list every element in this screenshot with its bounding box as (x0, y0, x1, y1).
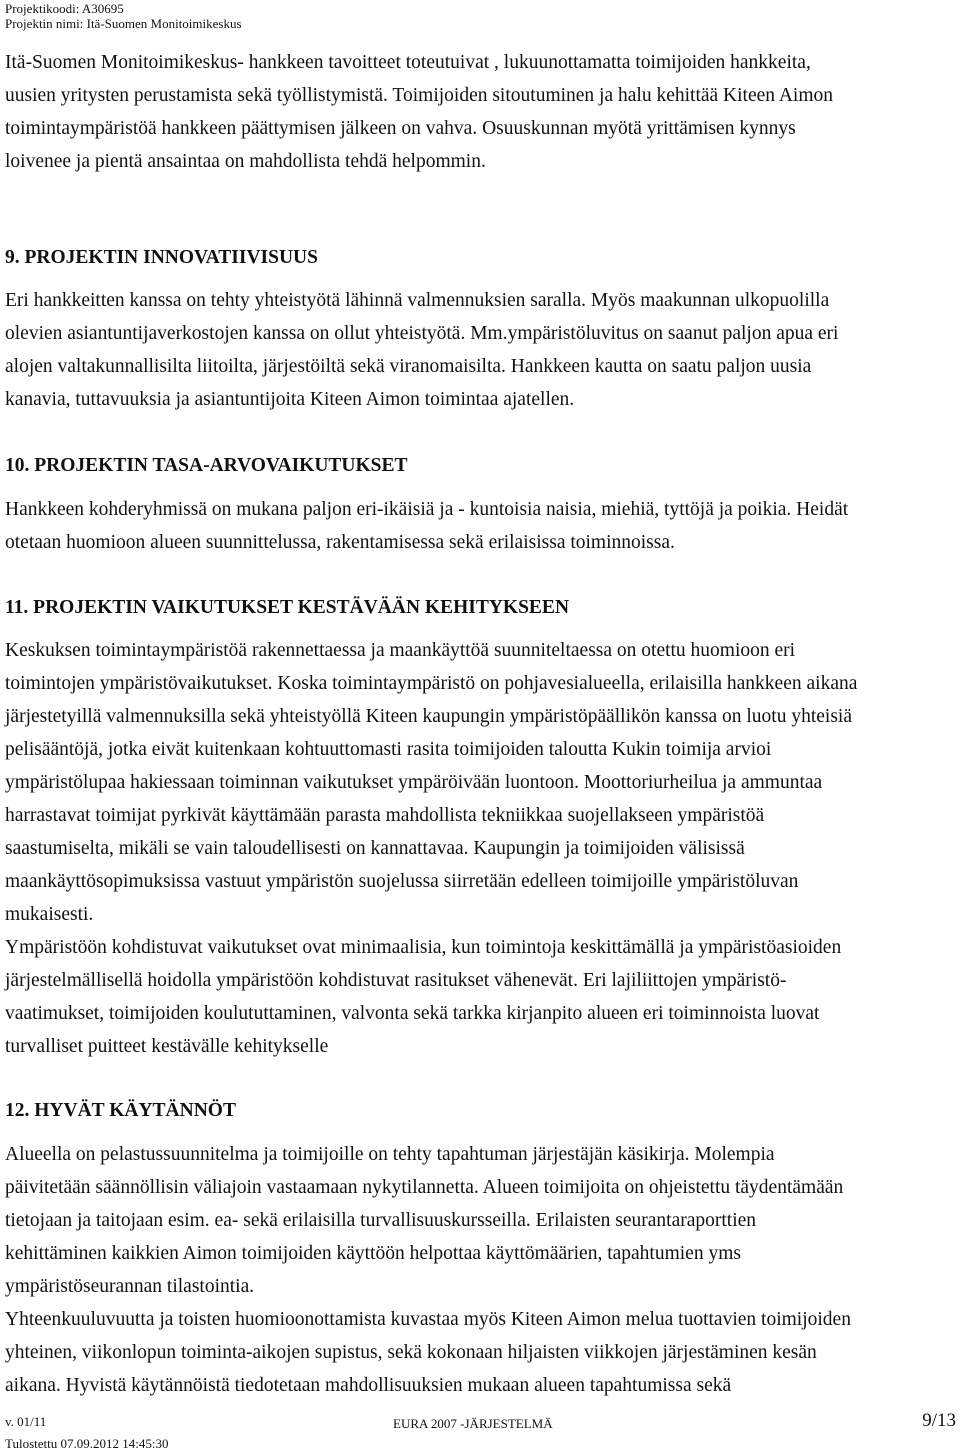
text-line: tietojaan ja taitojaan esim. ea- sekä erilaisilla turvallisuuskursseilla. Erilaisten seurantaraporttien (5, 1210, 757, 1231)
text-line: Ympäristöön kohdistuvat vaikutukset ovat minimaalisia, kun toimintoja keskittämällä ja ympäristöasioiden (5, 937, 842, 958)
text-line: kanavia, tuttavuuksia ja asiantuntijoita Kiteen Aimon toimintaa ajatellen. (5, 389, 575, 410)
text-line: Keskuksen toimintaympäristöä rakennettaessa ja maankäyttöä suunniteltaessa on otettu huomioon eri (5, 640, 796, 661)
text-line: otetaan huomioon alueen suunnittelussa, rakentamisessa sekä erilaisissa toiminnoissa. (5, 532, 675, 553)
text-line: saastumiselta, mikäli se vain taloudellisesti on kannattavaa. Kaupungin ja toimijoiden välisissä (5, 838, 745, 859)
text-line: Hankkeen kohderyhmissä on mukana paljon eri-ikäisiä ja - kuntoisia naisia, miehiä, tyttöjä ja poikia. Heidät (5, 499, 849, 520)
text-line: ympäristölupaa hakiessaan toiminnan vaikutukset ympäröivään luontoon. Moottoriurheilua ja ammuntaa (5, 772, 823, 793)
text-line: mukaisesti. (5, 904, 94, 925)
section-heading-good-practices: 12. HYVÄT KÄYTÄNNÖT (5, 1100, 236, 1121)
footer-system-name: EURA 2007 -JÄRJESTELMÄ (393, 1416, 553, 1431)
text-line: harrastavat toimijat pyrkivät käyttämään parasta mahdollista tekniikkaa suojellakseen ympäristöä (5, 805, 765, 826)
text-line: toimintojen ympäristövaikutukset. Koska toimintaympäristö on pohjavesialueella, erilaisilla hankkeen aikana (5, 673, 858, 694)
section-good-practices-body (5, 1138, 955, 1402)
text-line: aikana. Hyvistä käytännöistä tiedotetaan mahdollisuuksien mukaan alueen tapahtumissa sekä (5, 1375, 732, 1396)
project-code: Projektikoodi: A30695 (5, 1, 124, 16)
text-line: ympäristöseurannan tilastointia. (5, 1276, 255, 1297)
page-number: 9/13 (922, 1410, 956, 1431)
text-line: järjestetyillä valmennuksilla sekä yhteistyöllä Kiteen kaupungin ympäristöpäällikön kanssa on luotu yhteisiä (5, 706, 852, 727)
text-line: toimintaympäristöä hankkeen päättymisen jälkeen on vahva. Osuuskunnan myötä yrittämisen kynnys (5, 118, 796, 139)
text-line: Itä-Suomen Monitoimikeskus- hankkeen tavoitteet toteutuivat , lukuunottamatta toimijoiden hankkeita, (5, 52, 811, 73)
footer-version: v. 01/11 (5, 1414, 47, 1429)
text-line: pelisääntöjä, jotka eivät kuitenkaan kohtuuttomasti rasita toimijoiden taloutta Kukin toimija arvioi (5, 739, 772, 760)
footer-printed-date: Tulostettu 07.09.2012 14:45:30 (5, 1436, 169, 1451)
text-line: alojen valtakunnallisilta liitoilta, järjestöiltä sekä viranomaisilta. Hankkeen kautta on saatu paljon uusia (5, 356, 812, 377)
text-line: uusien yritysten perustamista sekä työllistymistä. Toimijoiden sitoutuminen ja halu kehittää Kiteen Aimon (5, 85, 833, 106)
text-line: kehittäminen kaikkien Aimon toimijoiden käyttöön helpottaa käyttömäärien, tapahtumien yms (5, 1243, 741, 1264)
intro-paragraph (5, 46, 955, 178)
text-line: Alueella on pelastussuunnitelma ja toimijoille on tehty tapahtuman järjestäjän käsikirja. Molempia (5, 1144, 775, 1165)
text-line: Yhteenkuuluvuutta ja toisten huomioonottamista kuvastaa myös Kiteen Aimon melua tuottavien toimijoiden (5, 1309, 851, 1330)
text-line: vaatimukset, toimijoiden koulututtaminen, valvonta sekä tarkka kirjanpito alueen eri toiminnoista luovat (5, 1003, 820, 1024)
section-heading-sustainability: 11. PROJEKTIN VAIKUTUKSET KESTÄVÄÄN KEHITYKSEEN (5, 597, 570, 618)
section-innovation-body (5, 284, 955, 416)
text-line: olevien asiantuntijaverkostojen kanssa on ollut yhteistyötä. Mm.ympäristöluvitus on saanut paljon apua eri (5, 323, 839, 344)
project-name: Projektin nimi: Itä-Suomen Monitoimikeskus (5, 16, 242, 31)
text-line: Eri hankkeitten kanssa on tehty yhteistyötä lähinnä valmennuksien saralla. Myös maakunnan ulkopuolilla (5, 290, 830, 311)
text-line: turvalliset puitteet kestävälle kehitykselle (5, 1036, 329, 1057)
text-line: järjestelmällisellä hoidolla ympäristöön kohdistuvat rasitukset vähenevät. Eri lajiliittojen ympäristö- (5, 970, 787, 991)
section-heading-innovation: 9. PROJEKTIN INNOVATIIVISUUS (5, 247, 318, 268)
page-header (5, 1, 242, 31)
text-line: loivenee ja pientä ansaintaa on mahdollista tehdä helpommin. (5, 151, 486, 172)
section-equality-body (5, 493, 955, 559)
text-line: päivitetään säännöllisin väliajoin vastaamaan nykytilannetta. Alueen toimijoita on ohjeistettu täydentämään (5, 1177, 844, 1198)
text-line: maankäyttösopimuksissa vastuut ympäristön suojelussa siirretään edelleen toimijoille ympäristöluvan (5, 871, 799, 892)
section-heading-equality: 10. PROJEKTIN TASA-ARVOVAIKUTUKSET (5, 455, 408, 476)
text-line: yhteinen, viikonlopun toiminta-aikojen supistus, sekä kokonaan hiljaisten viikkojen järjestäminen kesän (5, 1342, 817, 1363)
section-sustainability-body (5, 634, 955, 1063)
